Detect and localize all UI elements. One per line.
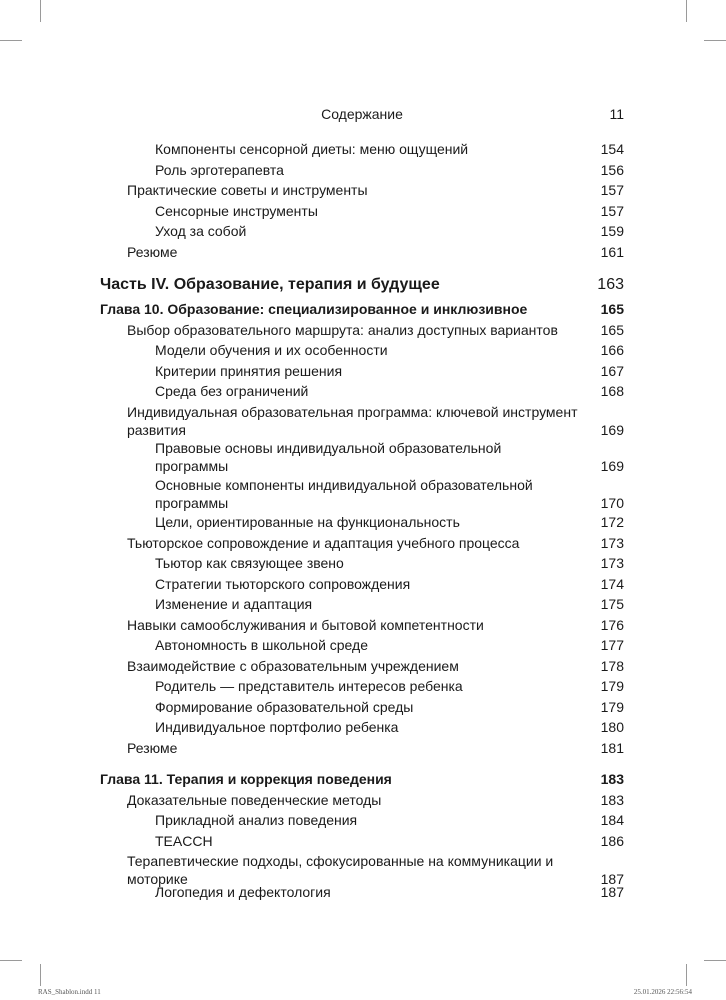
toc-entry-page: 175 [600,596,624,612]
slug-datetime: 25.01.2026 22:56:54 [633,988,692,996]
toc-entry-page: 187 [600,871,624,887]
toc-entry-title: Уход за собой [155,223,247,239]
toc-entry [100,439,624,475]
toc-entry-title: Прикладной анализ поведения [155,812,358,828]
toc-entry-page: 172 [600,514,624,530]
toc-entry-title: Навыки самообслуживания и бытовой компетентности [127,617,484,633]
toc-entry-title: Выбор образовательного маршрута: анализ доступных вариантов [127,322,558,338]
toc-entry [100,616,624,634]
toc-entry-page: 159 [600,223,624,239]
crop-mark [704,960,726,961]
toc-entry-title: Индивидуальная образовательная программа: ключевой инструмент развития [127,404,578,438]
crop-mark [686,0,687,22]
toc-entry [100,636,624,654]
toc-entry-title: Тьютор как связующее звено [155,555,344,571]
toc-entry-title: Изменение и адаптация [155,596,313,612]
toc-entry-title: Резюме [127,740,178,756]
toc-entry-title: Среда без ограничений [155,383,309,399]
toc-entry-page: 173 [600,535,624,551]
toc-chapter-heading [100,300,624,318]
toc-entry-page: 154 [600,141,624,157]
toc-entry-title: Родитель — представитель интересов ребенка [155,678,463,694]
toc-entry-title: Практические советы и инструменты [127,182,368,198]
toc-entry-page: 180 [600,719,624,735]
toc-entry [100,362,624,380]
crop-mark [0,960,22,961]
toc-entry-title: Формирование образовательной среды [155,699,414,715]
toc-entry-page: 157 [600,203,624,219]
toc-entry-title: Терапевтические подходы, сфокусированные на коммуникации и моторике [127,853,554,887]
toc-entry-page: 176 [600,617,624,633]
toc-entry-page: 170 [600,495,624,511]
toc-entry-page: 179 [600,678,624,694]
toc-entry-title: Автономность в школьной среде [155,637,368,653]
toc-entry [100,595,624,613]
crop-mark [686,964,687,986]
crop-mark [704,40,726,41]
toc-entry [100,382,624,400]
toc-entry-page: 174 [600,576,624,592]
toc-entry [100,403,624,439]
toc-entry-page: 163 [597,276,624,293]
crop-mark [40,0,41,22]
toc-entry-title: Логопедия и дефектология [155,884,331,900]
toc-entry-title: Критерии принятия решения [155,363,343,379]
toc-entry [100,222,624,240]
toc-entry [100,575,624,593]
toc-entry-title: Основные компоненты индивидуальной образовательной программы [155,477,533,511]
toc-entry-page: 178 [600,658,624,674]
toc-entry-page: 183 [600,792,624,808]
toc-chapter-heading [100,770,624,788]
toc-entry-page: 169 [600,422,624,438]
toc-entry-page: 184 [600,812,624,828]
toc-entry-title: TEACCH [155,833,213,849]
toc-entry-page: 165 [600,301,624,317]
toc-entry [100,140,624,158]
slug-filename: RAS_Shablon.indd 11 [38,988,101,996]
toc-entry-page: 169 [600,458,624,474]
toc-entry-page: 181 [600,740,624,756]
toc-entry [100,811,624,829]
toc-entry-title: Компоненты сенсорной диеты: меню ощущений [155,141,469,157]
toc-entry-title: Тьюторское сопровождение и адаптация учебного процесса [127,535,520,551]
toc-entry-title: Стратегии тьюторского сопровождения [155,576,411,592]
toc-entry [100,883,624,901]
toc-entry [100,677,624,695]
toc-entry [100,513,624,531]
toc-entry-title: Цели, ориентированные на функциональность [155,514,460,530]
toc-entry [100,657,624,675]
toc-entry-title: Индивидуальное портфолио ребенка [155,719,399,735]
toc-entry-page: 156 [600,162,624,178]
toc-entry [100,791,624,809]
toc-entry [100,476,624,512]
toc-entry-title: Правовые основы индивидуальной образовательной программы [155,440,502,474]
page-number: 11 [609,106,624,122]
toc-entry [100,554,624,572]
toc-entry-page: 177 [600,637,624,653]
toc-entry-page: 187 [600,884,624,900]
crop-mark [40,964,41,986]
toc-entry-page: 161 [600,244,624,260]
toc-entry [100,698,624,716]
toc-entry [100,534,624,552]
toc-entry-page: 157 [600,182,624,198]
toc-entry-page: 167 [600,363,624,379]
toc-entry [100,341,624,359]
toc-entry-title: Взаимодействие с образовательным учреждением [127,658,459,674]
toc-entry-title: Модели обучения и их особенности [155,342,388,358]
toc-entry-title: Глава 10. Образование: специализированное и инклюзивное [100,301,528,317]
toc-entry [100,181,624,199]
toc-entry-title: Сенсорные инструменты [155,203,318,219]
toc-entry [100,161,624,179]
toc-entry [100,321,624,339]
toc-entry [100,832,624,850]
toc-entry [100,739,624,757]
crop-mark [0,40,22,41]
toc-entry [100,202,624,220]
toc-entry-page: 168 [600,383,624,399]
toc-entry-title: Глава 11. Терапия и коррекция поведения [100,771,392,787]
toc-entry-title: Доказательные поведенческие методы [127,792,382,808]
toc-entry [100,243,624,261]
toc-entry-title: Часть IV. Образование, терапия и будущее [100,276,440,293]
toc-entry-page: 173 [600,555,624,571]
toc-entry-page: 179 [600,699,624,715]
toc-part-heading [100,275,624,295]
toc-entry-page: 186 [600,833,624,849]
page-title: Содержание [321,106,403,122]
toc-entry-title: Роль эрготерапевта [155,162,284,178]
running-head [100,104,624,124]
toc-entry-page: 165 [600,322,624,338]
toc-entry-page: 166 [600,342,624,358]
toc-entry-page: 183 [600,771,624,787]
toc-entry-title: Резюме [127,244,178,260]
toc-entry [100,718,624,736]
